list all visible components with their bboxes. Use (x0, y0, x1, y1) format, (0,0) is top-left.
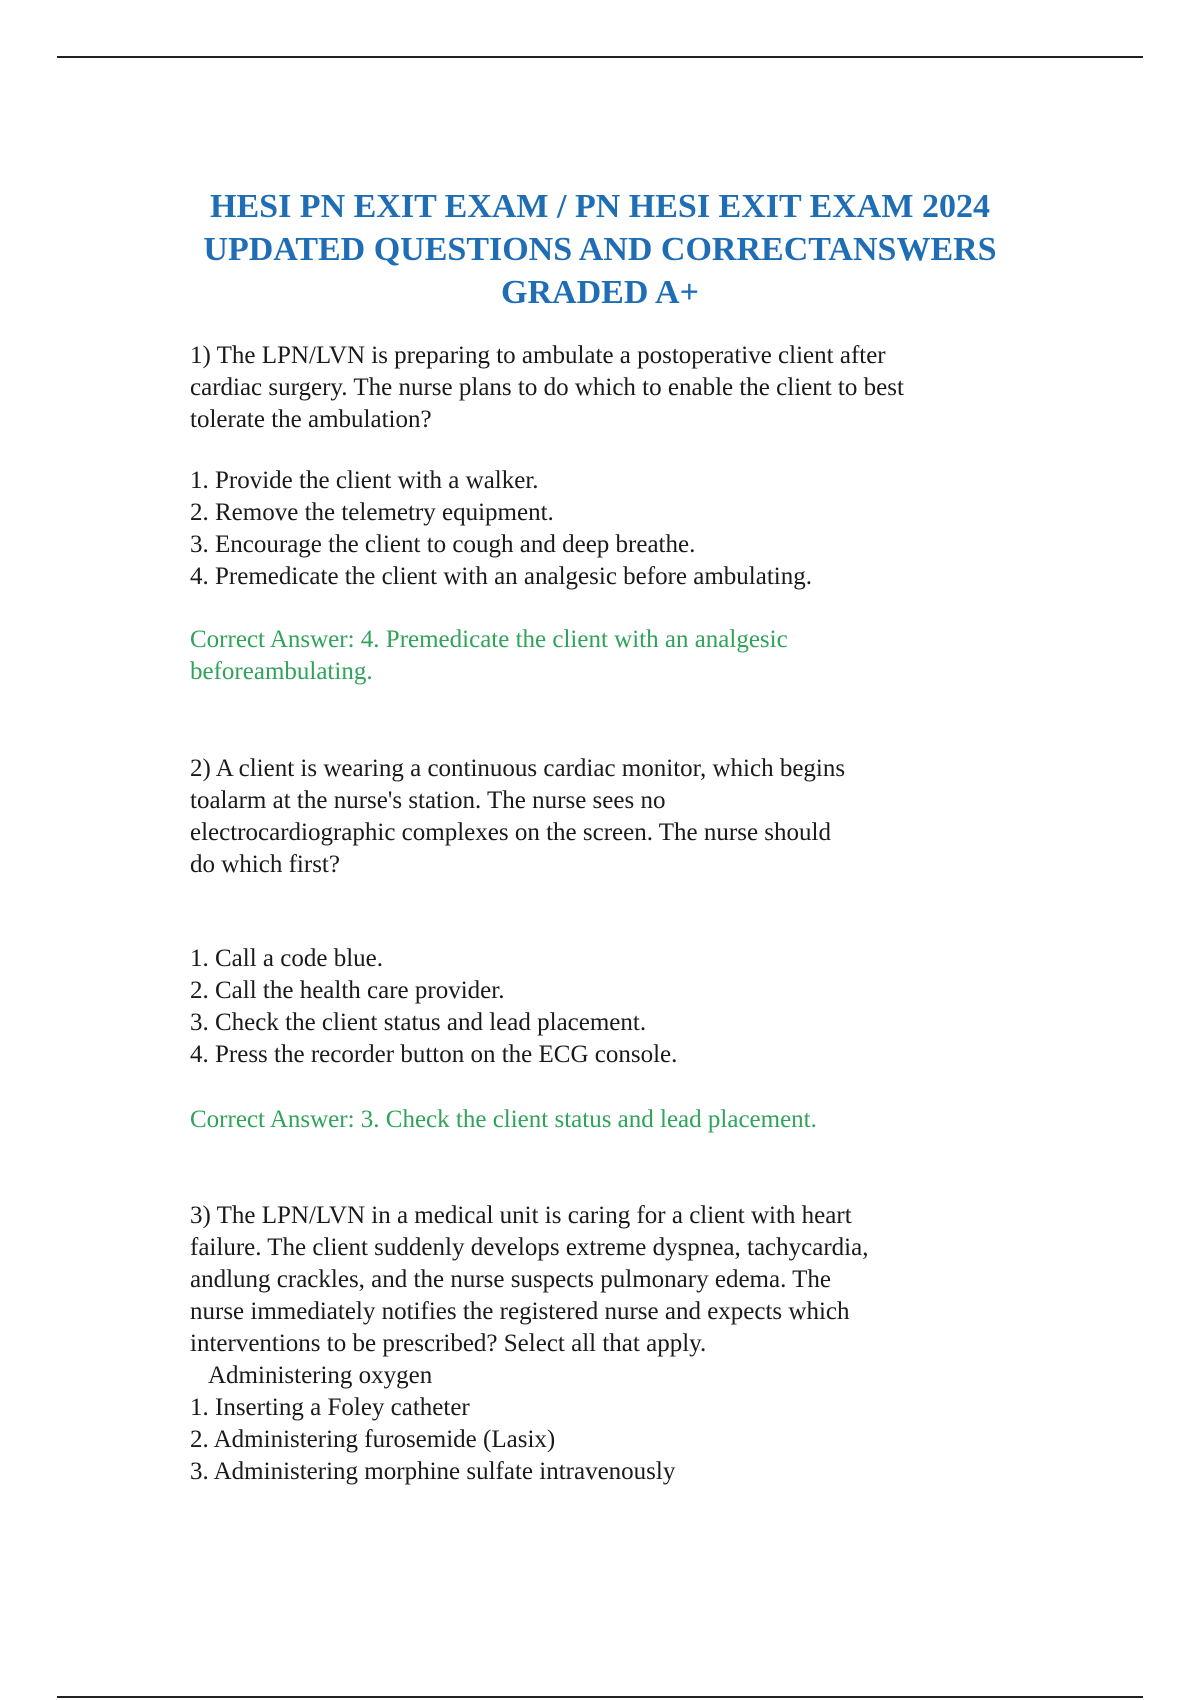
stem-line: interventions to be prescribed? Select all that apply. (190, 1330, 707, 1357)
option-item-unnumbered: Administering oxygen (208, 1362, 433, 1389)
question-1-stem (190, 340, 1050, 436)
bottom-rule (57, 1696, 1143, 1698)
option-item: 2. Administering furosemide (Lasix) (190, 1426, 556, 1453)
question-1-answer (190, 624, 1050, 688)
stem-line: electrocardiographic complexes on the screen. The nurse should (190, 819, 831, 846)
option-item: 3. Administering morphine sulfate intravenously (190, 1458, 676, 1485)
option-item: 2. Call the health care provider. (190, 977, 505, 1004)
title-line: HESI PN EXIT EXAM / PN HESI EXIT EXAM 2024 (210, 188, 990, 225)
answer-line: Correct Answer: 3. Check the client status and lead placement. (190, 1106, 817, 1133)
stem-line: andlung crackles, and the nurse suspects pulmonary edema. The (190, 1266, 832, 1293)
stem-line: 3) The LPN/LVN in a medical unit is caring for a client with heart (190, 1202, 852, 1229)
option-item: 3. Encourage the client to cough and deep breathe. (190, 531, 696, 558)
stem-line: cardiac surgery. The nurse plans to do which to enable the client to best (190, 374, 904, 401)
stem-line: toalarm at the nurse's station. The nurse sees no (190, 787, 666, 814)
answer-line: beforeambulating. (190, 658, 373, 685)
title-line: UPDATED QUESTIONS AND CORRECTANSWERS (203, 231, 997, 268)
option-item: 2. Remove the telemetry equipment. (190, 499, 554, 526)
answer-line: Correct Answer: 4. Premedicate the client with an analgesic (190, 626, 788, 653)
question-3-stem (190, 1200, 1050, 1488)
question-2-options (190, 943, 1050, 1071)
stem-line: failure. The client suddenly develops extreme dyspnea, tachycardia, (190, 1234, 869, 1261)
question-1-options (190, 465, 1050, 593)
question-2-stem (190, 753, 1050, 881)
stem-line: nurse immediately notifies the registered nurse and expects which (190, 1298, 850, 1325)
option-item: 1. Provide the client with a walker. (190, 467, 539, 494)
stem-line: 2) A client is wearing a continuous cardiac monitor, which begins (190, 755, 846, 782)
stem-line: do which first? (190, 851, 340, 878)
top-rule (57, 56, 1143, 58)
document-title (150, 185, 1050, 314)
stem-line: 1) The LPN/LVN is preparing to ambulate a postoperative client after (190, 342, 886, 369)
option-item: 3. Check the client status and lead placement. (190, 1009, 647, 1036)
option-item: 4. Premedicate the client with an analgesic before ambulating. (190, 563, 812, 590)
option-item: 4. Press the recorder button on the ECG console. (190, 1041, 678, 1068)
option-item: 1. Inserting a Foley catheter (190, 1394, 470, 1421)
option-item: 1. Call a code blue. (190, 945, 383, 972)
question-2-answer (190, 1104, 1050, 1136)
title-line: GRADED A+ (501, 274, 699, 311)
stem-line: tolerate the ambulation? (190, 406, 432, 433)
